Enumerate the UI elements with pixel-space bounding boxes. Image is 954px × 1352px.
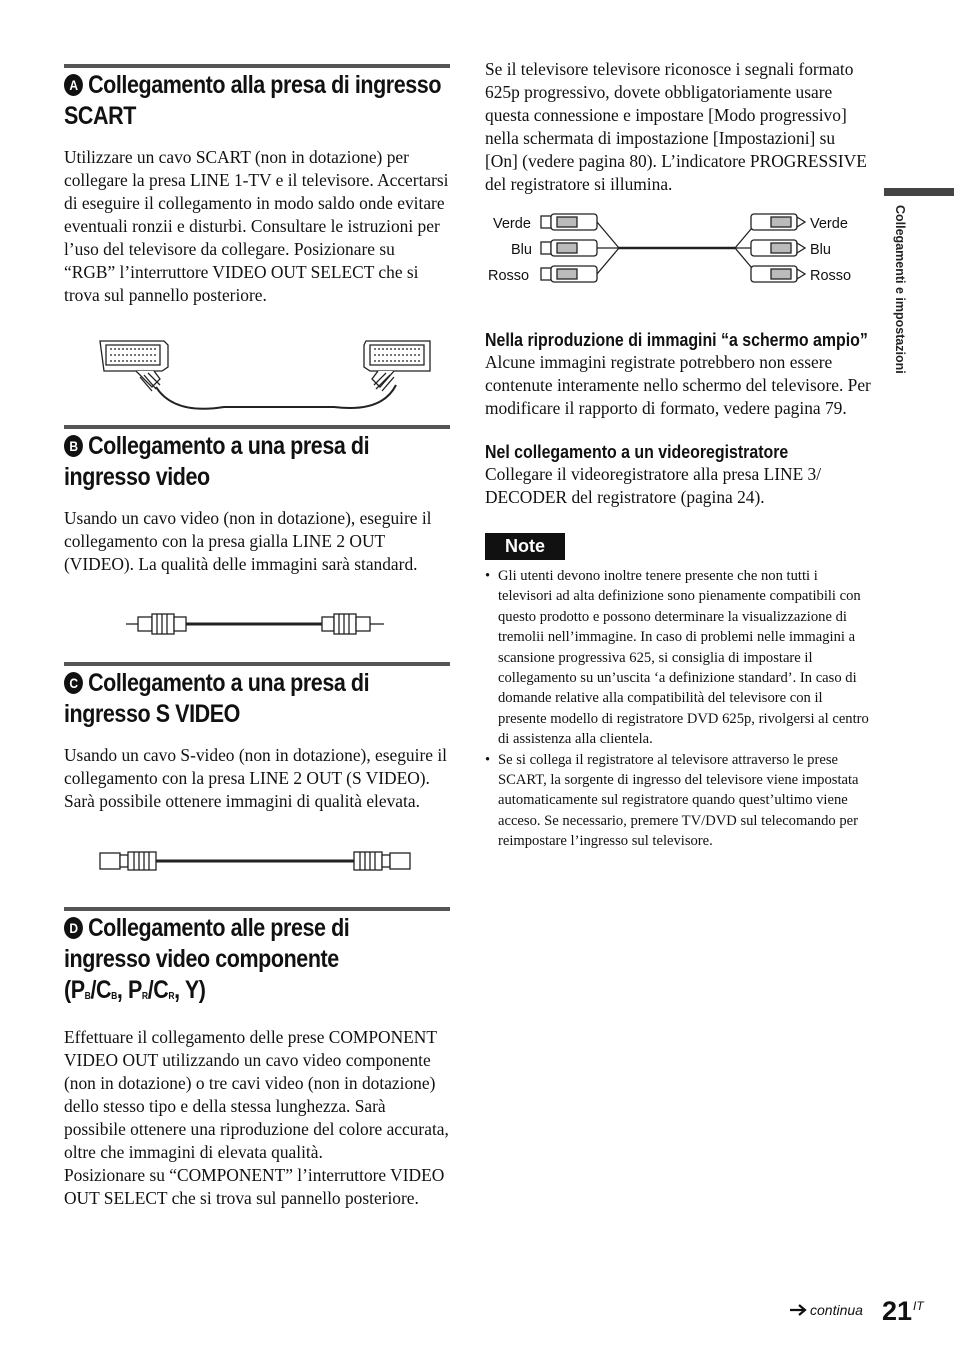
continua-link: [790, 1302, 863, 1318]
component-cable-figure: [485, 206, 871, 312]
section-rule: [64, 64, 450, 68]
section-b: [64, 425, 450, 654]
vcr-section: [485, 440, 871, 509]
section-rule: [64, 907, 450, 911]
section-c-body: Usando un cavo S-video (non in dotazione), eseguire il collegamento con la presa LINE 2 OUT (S VIDEO). Sarà possibile ottenere immagini di qualità elevata.: [64, 745, 447, 811]
letter-badge-b: B: [64, 435, 83, 457]
vcr-body: Collegare il videoregistratore alla presa LINE 3/ DECODER del registratore (pagina 24).: [485, 464, 822, 507]
section-d-body-2: Posizionare su “COMPONENT” l’interruttore VIDEO OUT SELECT che si trova sul pannello posteriore.: [64, 1165, 445, 1208]
component-cable-icon: [485, 206, 871, 312]
vcr-heading: Nel collegamento a un videoregistratore: [485, 441, 789, 462]
note-label: Note: [485, 533, 565, 560]
section-b-title: B Collegamento a una presa di ingresso video: [64, 432, 370, 491]
wide-screen-heading: Nella riproduzione di immagini “a schermo ampio”: [485, 329, 868, 350]
scart-cable-icon: [64, 315, 450, 411]
svideo-cable-figure: [64, 823, 450, 903]
video-cable-figure: [64, 586, 450, 654]
left-column: [64, 64, 450, 1210]
note-section: [485, 533, 871, 852]
section-a-body: Utilizzare un cavo SCART (non in dotazione) per collegare la presa LINE 1-TV e il televisore. Accertarsi di eseguire il collegamento in modo saldo onde evitare eventuali ronzii e disturbi. Consultare le istruzioni per l’uso del televisore da collegare. Posizionare su “RGB” l’interruttore VIDEO OUT SELECT che si trova sul pannello posteriore.: [64, 147, 449, 305]
letter-badge-c: C: [64, 672, 83, 694]
section-d: [64, 907, 450, 1210]
cable-label-blue-right: Blu: [810, 242, 831, 258]
section-a: [64, 64, 450, 411]
cable-label-blue-left: Blu: [511, 242, 532, 258]
section-d-title: D Collegamento alle prese di ingresso video componente (PB/CB, PR/CR, Y): [64, 914, 350, 1004]
arrow-right-icon: [790, 1304, 810, 1316]
cable-label-red-right: Rosso: [810, 268, 852, 284]
letter-badge-a: A: [64, 74, 83, 96]
section-c-title: C Collegamento a una presa di ingresso S VIDEO: [64, 669, 370, 728]
section-b-body: Usando un cavo video (non in dotazione), eseguire il collegamento con la presa gialla LINE 2 OUT (VIDEO). La qualità delle immagini sarà standard.: [64, 508, 432, 574]
right-column: [485, 58, 871, 852]
cable-label-green-right: Verde: [810, 216, 848, 232]
continua-text: continua: [810, 1302, 863, 1318]
side-tab-marker: [884, 188, 954, 196]
letter-badge-d: D: [64, 917, 83, 939]
cable-label-green-left: Verde: [493, 216, 531, 232]
svideo-cable-icon: [64, 823, 450, 903]
section-rule: [64, 662, 450, 666]
note-item: • Se si collega il registratore al televisore attraverso le prese SCART, la sorgente di ingresso del televisore viene impostata automaticamente sul registratore quando quest’ultimo viene acceso. Se necessario, premere TV/DVD sul telecomando per reimpostare l’ingresso sul televisore.: [485, 750, 871, 852]
progressive-intro: Se il televisore televisore riconosce i segnali formato 625p progressivo, dovete obbligatoriamente usare questa connessione e impostare [Modo progressivo] nella schermata di impostazione [Impostazioni] su [On] (vedere pagina 80). L’indicatore PROGRESSIVE del registratore si illumina.: [485, 59, 867, 194]
wide-screen-section: [485, 328, 871, 420]
note-list: [485, 566, 871, 852]
section-d-body: Effettuare il collegamento delle prese COMPONENT VIDEO OUT utilizzando un cavo video componente (non in dotazione) o tre cavi video (non in dotazione) dello stesso tipo e della stessa lunghezza. Sarà possibile ottenere una riproduzione del colore accurata, oltre che immagini di elevata qualità.: [64, 1027, 449, 1162]
page-suffix: IT: [913, 1299, 924, 1313]
rca-cable-icon: [64, 586, 450, 654]
page-number: $21^{IT}$: [882, 1296, 924, 1326]
cable-label-red-left: Rosso: [488, 268, 530, 284]
section-c: [64, 662, 450, 903]
wide-screen-body: Alcune immagini registrate potrebbero non essere contenute interamente nello schermo del televisore. Per modificare il rapporto di formato, vedere pagina 79.: [485, 352, 871, 418]
scart-cable-figure: [64, 315, 450, 411]
section-a-title: A Collegamento alla presa di ingresso SCART: [64, 71, 442, 130]
note-item: • Gli utenti devono inoltre tenere presente che non tutti i televisori ad alta definizione sono pienamente compatibili con questo prodotto e possono determinare la visualizzazione di tremolii nell’immagine. In caso di problemi nelle immagini a scansione progressiva 625, si consiglia di impostare il collegamento su un’uscita ‘a definizione standard’. In caso di domande relative alla compatibilità del televisore con il presente modello di registratore DVD 625p, rivolgersi al centro di assistenza alla clientela.: [485, 566, 871, 750]
side-tab-label: Collegamenti e impostazioni: [893, 205, 907, 374]
section-rule: [64, 425, 450, 429]
